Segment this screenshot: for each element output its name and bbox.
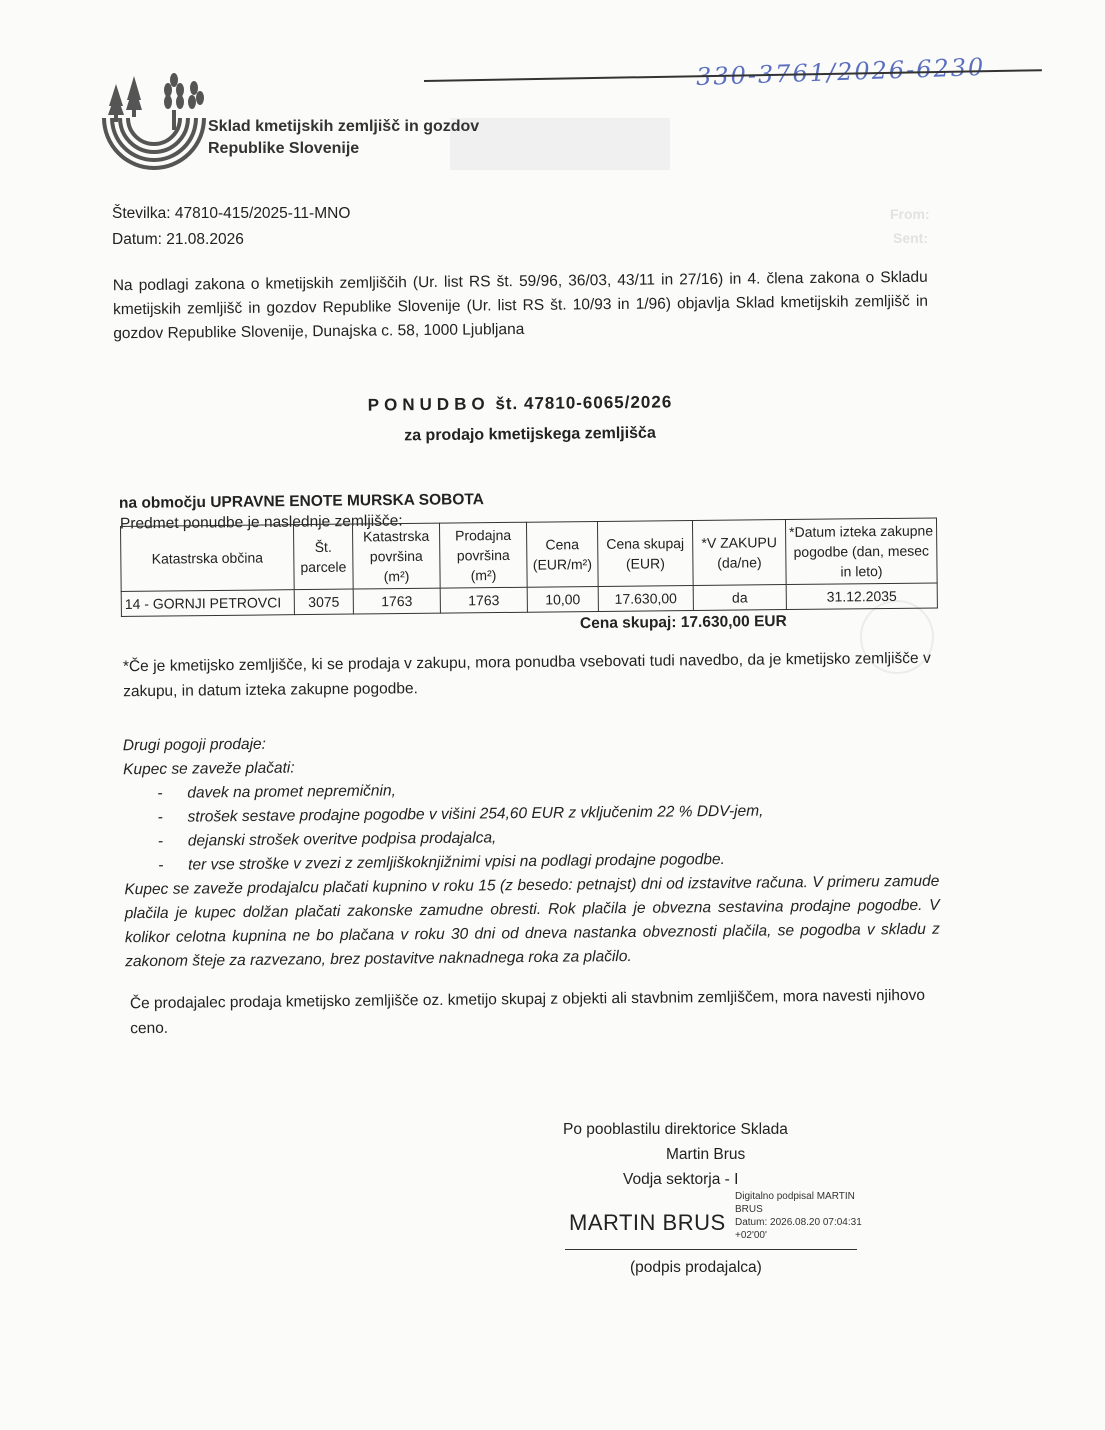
header-leased: *V ZAKUPU (da/ne) xyxy=(692,520,786,586)
table-header-row xyxy=(121,518,938,592)
list-item: - ter vse stroške v zvezi z zemljiškoknjižnimi vpisi na podlagi prodajne pogodbe. xyxy=(124,846,939,879)
digital-signature-details xyxy=(735,1190,885,1242)
terms-payment: Kupec se zaveže prodajalcu plačati kupnino v roku 15 (z besedo: petnajst) dni od izstavitve računa. V primeru zamude plačila je kupec dolžan plačati zakonske zamudne obresti. Rok plačila je obvezna sestavina prodajne pogodbe. V kolikor celotna kupnina ne bo plačana v roku 30 dni od dneva nastanka obveznosti plačila, se pogodba v skladu z zakonom šteje za razvezano, brez postavitve naknadnega roka za plačilo. xyxy=(124,872,940,971)
organization-name-line2: Republike Slovenije xyxy=(208,140,360,157)
intro-paragraph: Na podlagi zakona o kmetijskih zemljiščih (Ur. list RS št. 59/96, 36/03, 43/11 in 27/16) in 4. člena zakona o Skladu kmetijskih zemljišč in gozdov Republike Slovenije (Ur. list RS št. 10/93 in 1/96) objavlja Sklad kmetijskih zemljišč in gozdov Republike Slovenije, Dunajska c. 58, 1000 Ljubljana xyxy=(112,268,929,343)
header-parcel-number: Št. parcele xyxy=(293,524,353,590)
cell-sale-area: 1763 xyxy=(440,587,527,613)
digital-signature-line4: +02'00' xyxy=(735,1230,767,1241)
land-table xyxy=(120,517,938,617)
header-total-price: Cena skupaj (EUR) xyxy=(597,521,693,587)
handwritten-reference: 330-3761/2026-6230 xyxy=(695,52,986,92)
header-sale-area: Prodajna površina (m²) xyxy=(439,522,527,588)
total-price: Cena skupaj: 17.630,00 EUR xyxy=(579,612,787,633)
offer-title-word: PONUDBO xyxy=(367,394,490,415)
organization-name-line1: Sklad kmetijskih zemljišč in gozdov xyxy=(208,118,480,135)
signatory-role: Vodja sektorja - I xyxy=(623,1171,739,1188)
digital-signature-line2: BRUS xyxy=(735,1204,763,1215)
offer-title xyxy=(0,389,1040,420)
cell-total-price: 17.630,00 xyxy=(598,586,693,612)
offer-number: št. 47810-6065/2026 xyxy=(495,392,673,414)
region-name: UPRAVNE ENOTE MURSKA SOBOTA xyxy=(210,491,484,511)
bleed-through-text: From: xyxy=(890,206,930,222)
signature-line xyxy=(565,1249,857,1250)
subject-intro: Predmet ponudbe je naslednje zemljišče: xyxy=(119,512,403,533)
list-item: - davek na promet nepremičnin, xyxy=(123,774,938,807)
bleed-through-block xyxy=(450,118,670,170)
signature-caption: (podpis prodajalca) xyxy=(630,1259,762,1276)
cell-cadastral-municipality: 14 - GORNJI PETROVCI xyxy=(121,590,294,617)
document-meta xyxy=(112,201,350,253)
bleed-through-text: Sent: xyxy=(893,230,928,246)
region-prefix: na območju xyxy=(118,493,207,512)
digital-signature-name: MARTIN BRUS xyxy=(569,1210,726,1235)
cell-lease-expiry: 31.12.2035 xyxy=(786,583,937,610)
offer-subtitle: za prodajo kmetijskega zemljišča xyxy=(404,424,656,445)
document-date: Datum: 21.08.2026 xyxy=(112,231,244,248)
cell-leased: da xyxy=(693,585,786,611)
region-line xyxy=(119,491,484,513)
header-cadastral-area: Katastrska površina (m²) xyxy=(352,523,440,589)
terms-heading: Drugi pogoji prodaje: xyxy=(122,735,267,755)
signature-authority: Po pooblastilu direktorice Sklada xyxy=(563,1121,788,1138)
header-cadastral-municipality: Katastrska občina xyxy=(121,525,295,592)
document-number: Številka: 47810-415/2025-11-MNO xyxy=(112,205,351,222)
digital-signature-line1: Digitalno podpisal MARTIN xyxy=(735,1191,855,1202)
cell-price-per-m2: 10,00 xyxy=(527,586,598,612)
terms-list xyxy=(123,774,939,879)
list-item: - dejanski strošek overitve podpisa prodajalca, xyxy=(124,822,939,855)
header-lease-expiry: *Datum izteka zakupne pogodbe (dan, mesec in leto) xyxy=(785,518,937,585)
signatory-name: Martin Brus xyxy=(666,1146,746,1163)
cell-parcel-number: 3075 xyxy=(294,589,353,615)
digital-signature-line3: Datum: 2026.08.20 07:04:31 xyxy=(735,1217,862,1228)
lease-note: *Če je kmetijsko zemljišče, ki se prodaja v zakupu, mora ponudba vsebovati tudi navedbo, da je kmetijsko zemljišče v zakupu, in datum izteka zakupne pogodbe. xyxy=(122,649,931,701)
sale-terms xyxy=(123,726,940,975)
header-price-per-m2: Cena (EUR/m²) xyxy=(526,521,598,587)
terms-buyer-pays: Kupec se zaveže plačati: xyxy=(123,759,295,779)
closing-paragraph: Če prodajalec prodaja kmetijsko zemljišče oz. kmetijo skupaj z objekti ali stavbnim zemljiščem, mora navesti njihovo ceno. xyxy=(129,986,926,1038)
organization-name xyxy=(208,116,479,160)
cell-cadastral-area: 1763 xyxy=(353,588,440,614)
fund-logo-icon xyxy=(98,70,208,185)
list-item: - strošek sestave prodajne pogodbe v višini 254,60 EUR z vključenim 22 % DDV-jem, xyxy=(124,798,939,831)
